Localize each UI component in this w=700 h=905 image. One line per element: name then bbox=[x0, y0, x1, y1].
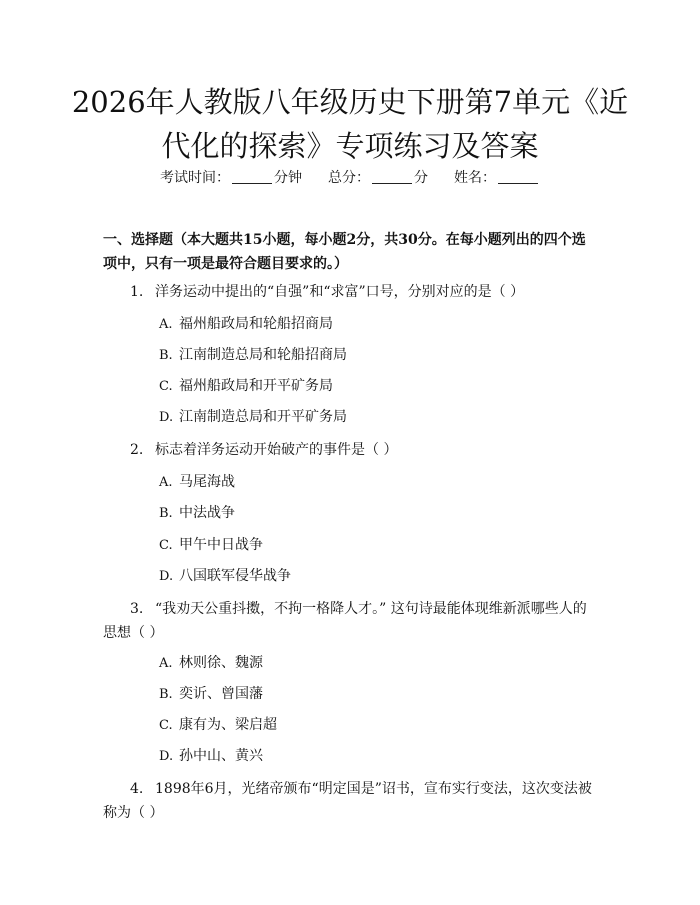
question-1 bbox=[103, 280, 598, 304]
question-stem: 洋务运动中提出的“自强”和“求富”口号，分别对应的是（ ） bbox=[155, 284, 525, 300]
question-2-option-b bbox=[159, 503, 235, 524]
option-letter: A. bbox=[159, 656, 173, 671]
question-stem: 1898年6月，光绪帝颁布“明定国是”诏书，宣布实行变法，这次变法被称为（ ） bbox=[103, 781, 592, 821]
option-text: 甲午中日战争 bbox=[179, 537, 263, 553]
question-number: 4. bbox=[130, 781, 144, 797]
question-number: 1. bbox=[130, 284, 144, 300]
question-3-option-d bbox=[159, 746, 263, 767]
question-3-option-c bbox=[159, 715, 277, 736]
question-1-option-d bbox=[159, 407, 347, 428]
total-score-unit: 分 bbox=[414, 170, 428, 186]
question-3-option-a bbox=[159, 653, 263, 674]
question-3 bbox=[103, 597, 598, 645]
option-text: 江南制造总局和轮船招商局 bbox=[179, 347, 347, 363]
exam-time-blank bbox=[232, 169, 272, 184]
document-title: 2026年人教版八年级历史下册第7单元《近代化的探索》专项练习及答案 bbox=[71, 85, 629, 163]
option-text: 中法战争 bbox=[179, 505, 235, 521]
option-text: 八国联军侵华战争 bbox=[179, 568, 291, 584]
student-name-label: 姓名： bbox=[454, 170, 496, 186]
option-letter: B. bbox=[159, 348, 173, 363]
question-2 bbox=[103, 438, 598, 462]
question-1-option-c bbox=[159, 376, 333, 397]
question-number: 2. bbox=[130, 442, 144, 458]
option-letter: A. bbox=[159, 317, 173, 332]
question-2-option-c bbox=[159, 535, 263, 556]
section-heading: 一、选择题（本大题共15小题，每小题2分，共30分。在每小题列出的四个选项中，只有一项是最符合题目要求的。） bbox=[103, 232, 586, 272]
option-letter: B. bbox=[159, 506, 173, 521]
option-letter: C. bbox=[159, 538, 173, 553]
option-letter: D. bbox=[159, 749, 174, 764]
question-stem: “我劝天公重抖擞，不拘一格降人才。” 这句诗最能体现维新派哪些人的思想（ ） bbox=[103, 601, 587, 641]
exam-time-label: 考试时间： bbox=[160, 170, 230, 186]
option-text: 林则徐、魏源 bbox=[179, 655, 263, 671]
total-score-label: 总分： bbox=[328, 170, 370, 186]
option-letter: D. bbox=[159, 569, 174, 584]
student-name-blank bbox=[498, 169, 538, 184]
option-text: 福州船政局和轮船招商局 bbox=[179, 316, 333, 332]
question-stem: 标志着洋务运动开始破产的事件是（ ） bbox=[155, 442, 398, 458]
option-text: 福州船政局和开平矿务局 bbox=[179, 378, 333, 394]
question-1-option-a bbox=[159, 314, 333, 335]
question-number: 3. bbox=[130, 601, 144, 617]
exam-meta-line bbox=[0, 168, 700, 188]
total-score-blank bbox=[372, 169, 412, 184]
option-text: 马尾海战 bbox=[179, 474, 235, 490]
option-text: 康有为、梁启超 bbox=[179, 717, 277, 733]
option-letter: C. bbox=[159, 379, 173, 394]
question-3-option-b bbox=[159, 684, 263, 705]
option-letter: A. bbox=[159, 475, 173, 490]
question-1-option-b bbox=[159, 345, 347, 366]
question-2-option-d bbox=[159, 566, 291, 587]
option-letter: D. bbox=[159, 410, 174, 425]
option-text: 奕䜣、曾国藩 bbox=[179, 686, 263, 702]
exam-time-unit: 分钟 bbox=[274, 170, 302, 186]
option-letter: C. bbox=[159, 718, 173, 733]
question-4 bbox=[103, 777, 598, 825]
option-letter: B. bbox=[159, 687, 173, 702]
question-2-option-a bbox=[159, 472, 235, 493]
option-text: 江南制造总局和开平矿务局 bbox=[179, 409, 347, 425]
option-text: 孙中山、黄兴 bbox=[179, 748, 263, 764]
